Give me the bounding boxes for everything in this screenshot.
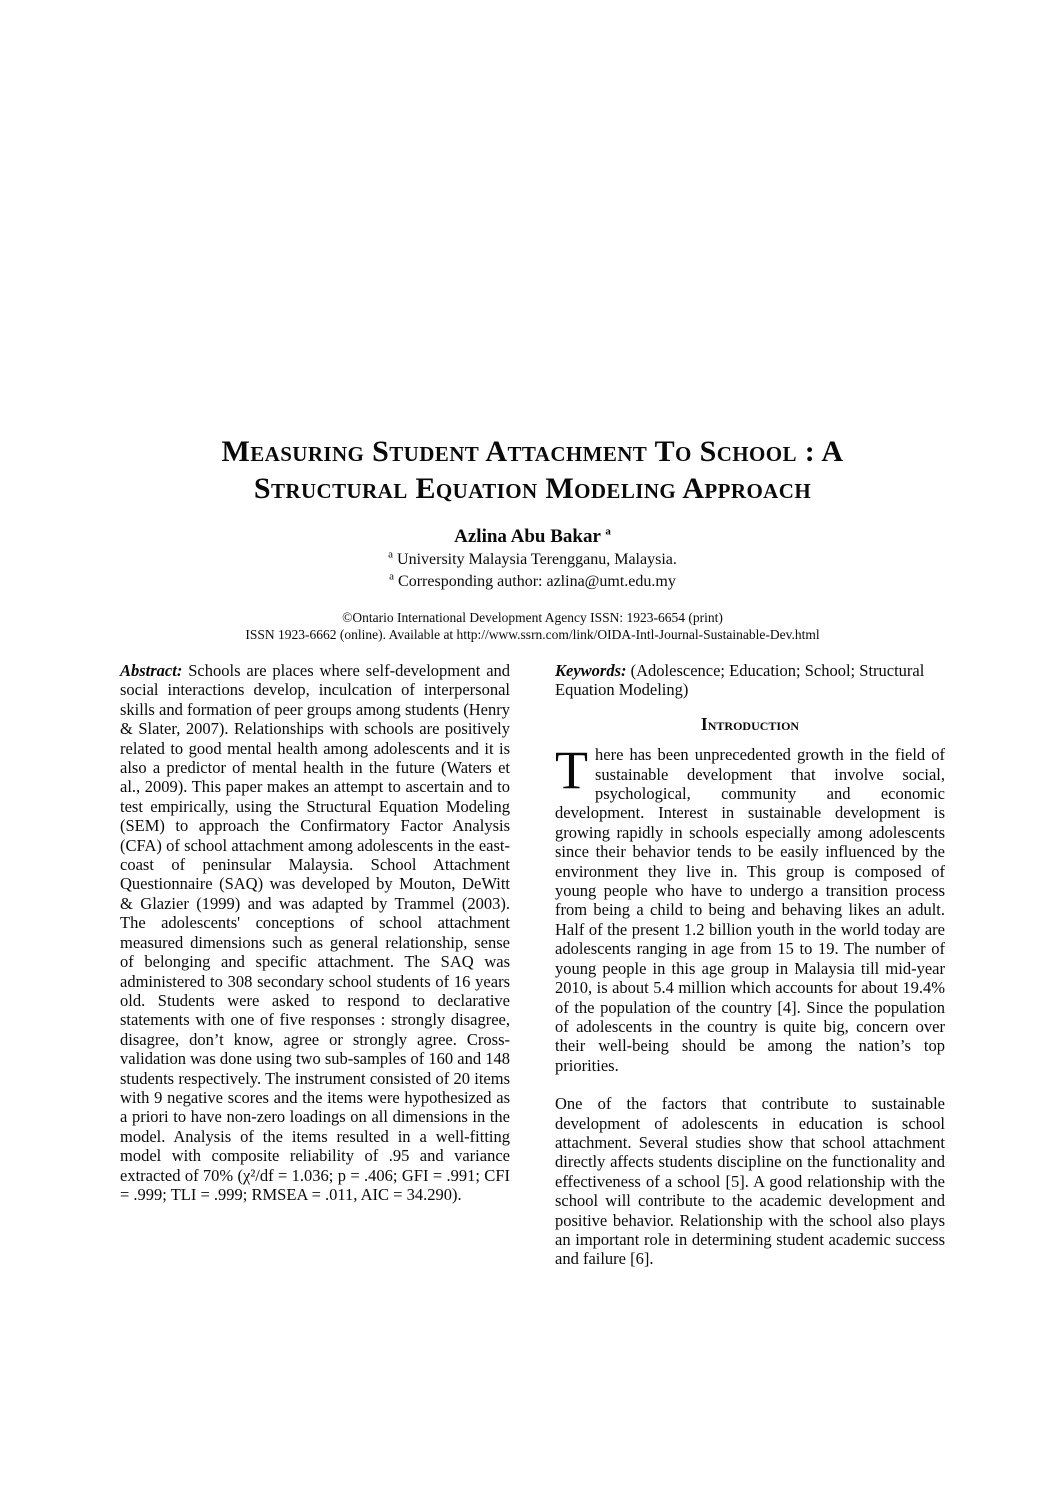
corresponding-author-text: Corresponding author: azlina@umt.edu.my: [398, 573, 676, 590]
author-superscript: a: [605, 525, 611, 538]
author-name: [120, 525, 945, 549]
author-block: [120, 525, 945, 593]
corresponding-superscript: a: [389, 570, 395, 583]
right-column: [555, 661, 945, 1269]
introduction-paragraph-2: One of the factors that contribute to sustainable development of adolescents in education is school attachment. Several studies show that school attachment directly affects students discipline on the functionality and effectiveness of a school [5]. A good relationship with the school will contribute to the academic development and positive behavior. Relationship with the school also plays an important role in determining student academic success and failure [6].: [555, 1094, 945, 1269]
abstract-paragraph: [120, 661, 510, 1204]
introduction-paragraph-1: [555, 740, 945, 1075]
paper-title: [120, 433, 945, 507]
corresponding-author-line: [120, 571, 945, 593]
publisher-line-1: ©Ontario International Development Agency ISSN: 1923-6654 (print): [342, 610, 723, 625]
title-line-1: Measuring Student Attachment To School : A: [221, 435, 844, 468]
introduction-paragraph-1-text: here has been unprecedented growth in the field of sustainable development that involve social, psychological, community and economic development. Interest in sustainable development is growing rapidly in schools especially among adolescents since their behavior tends to be easily influenced by the environment they live in. This group is composed of young people who have to undergo a transition process from being a child to being and behaving likes an adult. Half of the present 1.2 billion youth in the world today are adolescents ranging in age from 15 to 19. The number of young people in this age group in Malaysia till mid-year 2010, is about 5.4 million which accounts for about 19.4% of the population of the country [4]. Since the population of adolescents in the country is quite big, concern over their well-being should be among the nation’s top priorities.: [555, 745, 945, 1075]
affiliation-superscript: a: [388, 548, 394, 561]
affiliation-line: [120, 549, 945, 571]
affiliation-text: University Malaysia Terengganu, Malaysia.: [397, 551, 677, 568]
abstract-text: Schools are places where self-development and social interactions develop, inculcation of interpersonal skills and formation of peer groups among students (Henry & Slater, 2007). Relationships with schools are positively related to good mental health among adolescents and it is also a predictor of mental health in the future (Waters et al., 2009). This paper makes an attempt to ascertain and to test empirically, using the Structural Equation Modeling (SEM) to approach the Confirmatory Factor Analysis (CFA) of school attachment among adolescents in the east-coast of peninsular Malaysia. School Attachment Questionnaire (SAQ) was developed by Mouton, DeWitt & Glazier (1999) and was adapted by Trammel (2003). The adolescents' conceptions of school attachment measured dimensions such as general relationship, sense of belonging and specific attachment. The SAQ was administered to 308 secondary school students of 16 years old. Students were asked to respond to declarative statements with one of five responses : strongly disagree, disagree, don’t know, agree or strongly agree. Cross-validation was done using two sub-samples of 160 and 148 students respectively. The instrument consisted of 20 items with 9 negative scores and the items were hypothesized as a priori to have non-zero loadings on all dimensions in the model. Analysis of the items resulted in a well-fitting model with composite reliability of .95 and variance extracted of 70% (χ²/df = 1.036; p = .406; GFI = .991; CFI = .999; TLI = .999; RMSEA = .011, AIC = 34.290).: [120, 661, 511, 1204]
keywords-text: (Adolescence; Education; School; Structural Equation Modeling): [555, 661, 925, 700]
title-line-2: Structural Equation Modeling Approach: [253, 472, 812, 505]
abstract-label: Abstract:: [120, 661, 183, 680]
drop-cap: T: [555, 740, 588, 801]
keywords-label: Keywords:: [555, 661, 627, 680]
publisher-block: [120, 610, 945, 643]
author-name-text: Azlina Abu Bakar: [454, 526, 601, 547]
keywords-paragraph: [555, 661, 945, 700]
two-column-body: [120, 661, 945, 1269]
left-column: [120, 661, 510, 1269]
introduction-heading: Introduction: [700, 713, 800, 734]
publisher-line-2: ISSN 1923-6662 (online). Available at http://www.ssrn.com/link/OIDA-Intl-Journal-Sustainable-Dev.html: [245, 626, 820, 642]
